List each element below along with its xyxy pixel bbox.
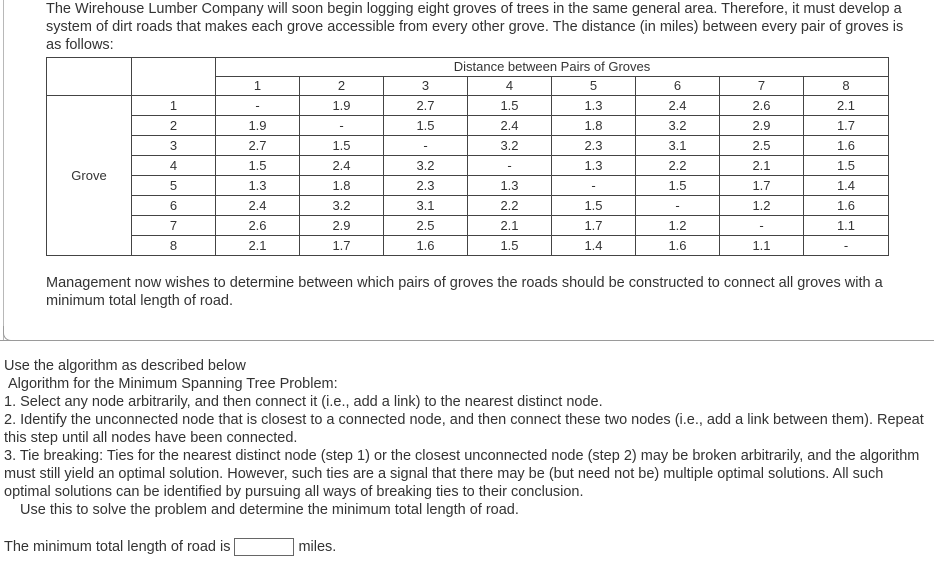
panel-corner xyxy=(3,326,18,341)
distance-cell: 1.9 xyxy=(300,96,384,116)
distance-cell: 3.1 xyxy=(384,196,468,216)
distance-cell: - xyxy=(468,156,552,176)
corner-cell xyxy=(47,58,132,77)
distance-cell: 1.5 xyxy=(552,196,636,216)
distance-cell: 1.3 xyxy=(552,156,636,176)
distance-cell: 2.1 xyxy=(468,216,552,236)
distance-cell: - xyxy=(384,136,468,156)
answer-suffix: miles. xyxy=(298,539,337,555)
corner-cell xyxy=(132,77,216,96)
distance-cell: 1.3 xyxy=(216,176,300,196)
management-text: Management now wishes to determine between which pairs of groves the roads should be constructed to connect all groves with a minimum total length of road. xyxy=(46,275,883,309)
answer-prefix: The minimum total length of road is xyxy=(4,539,231,555)
problem-intro: The Wirehouse Lumber Company will soon begin logging eight groves of trees in the same general area. Therefore, it must develop a system of dirt roads that makes each grove accessible from every other grove. The distance (in miles) between every pair of groves is as follows: xyxy=(46,1,904,53)
distance-cell: 2.7 xyxy=(216,136,300,156)
distance-cell: 1.6 xyxy=(636,236,720,256)
distance-cell: - xyxy=(804,236,889,256)
column-header-8: 8 xyxy=(804,77,889,96)
distance-cell: 2.1 xyxy=(216,236,300,256)
distance-cell: 1.5 xyxy=(384,116,468,136)
column-header-3: 3 xyxy=(384,77,468,96)
distance-cell: 2.7 xyxy=(384,96,468,116)
distance-cell: 1.8 xyxy=(552,116,636,136)
column-header-7: 7 xyxy=(720,77,804,96)
distance-cell: 1.5 xyxy=(216,156,300,176)
distance-cell: 2.2 xyxy=(468,196,552,216)
column-header-6: 6 xyxy=(636,77,720,96)
distance-cell: 3.1 xyxy=(636,136,720,156)
distance-cell: 1.1 xyxy=(720,236,804,256)
distance-cell: 1.3 xyxy=(468,176,552,196)
distance-cell: 1.2 xyxy=(720,196,804,216)
answer-input[interactable] xyxy=(234,538,294,556)
distance-table xyxy=(46,57,889,256)
row-header-4: 4 xyxy=(132,156,216,176)
table-row xyxy=(47,176,889,196)
column-header-row xyxy=(47,77,889,96)
grove-row-label: Grove xyxy=(47,96,132,256)
row-header-2: 2 xyxy=(132,116,216,136)
distance-cell: - xyxy=(216,96,300,116)
table-row xyxy=(47,196,889,216)
distance-cell: - xyxy=(636,196,720,216)
distance-cell: 1.6 xyxy=(804,136,889,156)
distance-cell: 1.4 xyxy=(552,236,636,256)
table-title-row xyxy=(47,58,889,77)
distance-cell: 1.5 xyxy=(804,156,889,176)
distance-cell: - xyxy=(300,116,384,136)
distance-cell: 1.4 xyxy=(804,176,889,196)
table-row xyxy=(47,156,889,176)
row-header-7: 7 xyxy=(132,216,216,236)
table-title: Distance between Pairs of Groves xyxy=(216,58,889,77)
table-row xyxy=(47,96,889,116)
algorithm-step-3: 3. Tie breaking: Ties for the nearest distinct node (step 1) or the closest unconnected node (step 2) may be broken arbitrarily, and the algorithm must still yield an optimal solution. However, such ties are a signal that there may be (but need not be) multiple optimal solutions. All such optimal solutions can be identified by pursuing all ways of breaking ties to their conclusion. xyxy=(4,448,920,500)
column-header-4: 4 xyxy=(468,77,552,96)
algorithm-lead: Use the algorithm as described below xyxy=(4,358,246,374)
distance-cell: 2.2 xyxy=(636,156,720,176)
row-header-1: 1 xyxy=(132,96,216,116)
algorithm-step-1: 1. Select any node arbitrarily, and then connect it (i.e., add a link) to the nearest distinct node. xyxy=(4,394,603,410)
distance-cell: 1.5 xyxy=(636,176,720,196)
distance-cell: 1.2 xyxy=(636,216,720,236)
panel-divider xyxy=(0,340,934,341)
distance-cell: 1.8 xyxy=(300,176,384,196)
row-header-8: 8 xyxy=(132,236,216,256)
corner-cell xyxy=(132,58,216,77)
table-row xyxy=(47,116,889,136)
distance-cell: 2.9 xyxy=(300,216,384,236)
table-row xyxy=(47,236,889,256)
algorithm-instruction: Use this to solve the problem and determine the minimum total length of road. xyxy=(20,502,519,518)
row-header-5: 5 xyxy=(132,176,216,196)
distance-cell: 2.6 xyxy=(216,216,300,236)
distance-cell: 1.5 xyxy=(468,236,552,256)
algorithm-heading: Algorithm for the Minimum Spanning Tree Problem: xyxy=(8,376,338,392)
distance-cell: 3.2 xyxy=(468,136,552,156)
distance-cell: 3.2 xyxy=(384,156,468,176)
distance-cell: 1.1 xyxy=(804,216,889,236)
distance-cell: 1.7 xyxy=(720,176,804,196)
distance-cell: 2.4 xyxy=(636,96,720,116)
row-header-6: 6 xyxy=(132,196,216,216)
distance-cell: - xyxy=(552,176,636,196)
distance-cell: 1.9 xyxy=(216,116,300,136)
answer-line xyxy=(4,538,336,556)
panel-left-border xyxy=(3,0,4,340)
distance-cell: 2.3 xyxy=(552,136,636,156)
distance-cell: 2.4 xyxy=(216,196,300,216)
distance-cell: 3.2 xyxy=(636,116,720,136)
distance-cell: 2.1 xyxy=(804,96,889,116)
distance-cell: 2.4 xyxy=(468,116,552,136)
distance-cell: 2.3 xyxy=(384,176,468,196)
distance-cell: 1.5 xyxy=(300,136,384,156)
distance-cell: 2.1 xyxy=(720,156,804,176)
column-header-1: 1 xyxy=(216,77,300,96)
distance-cell: 2.6 xyxy=(720,96,804,116)
algorithm-step-2: 2. Identify the unconnected node that is closest to a connected node, and then connect these two nodes (i.e., add a link between them). Repeat this step until all nodes have been connected. xyxy=(4,412,924,446)
distance-cell: 2.4 xyxy=(300,156,384,176)
distance-cell: 1.5 xyxy=(468,96,552,116)
distance-cell: 1.6 xyxy=(384,236,468,256)
corner-cell xyxy=(47,77,132,96)
column-header-5: 5 xyxy=(552,77,636,96)
distance-cell: 1.3 xyxy=(552,96,636,116)
table-row xyxy=(47,136,889,156)
table-row xyxy=(47,216,889,236)
distance-cell: 2.5 xyxy=(384,216,468,236)
distance-cell: 3.2 xyxy=(300,196,384,216)
distance-cell: 1.7 xyxy=(552,216,636,236)
distance-cell: 2.9 xyxy=(720,116,804,136)
distance-cell: 1.6 xyxy=(804,196,889,216)
column-header-2: 2 xyxy=(300,77,384,96)
row-header-3: 3 xyxy=(132,136,216,156)
distance-cell: 1.7 xyxy=(804,116,889,136)
algorithm-section xyxy=(4,357,930,519)
distance-cell: 1.7 xyxy=(300,236,384,256)
distance-cell: 2.5 xyxy=(720,136,804,156)
distance-cell: - xyxy=(720,216,804,236)
